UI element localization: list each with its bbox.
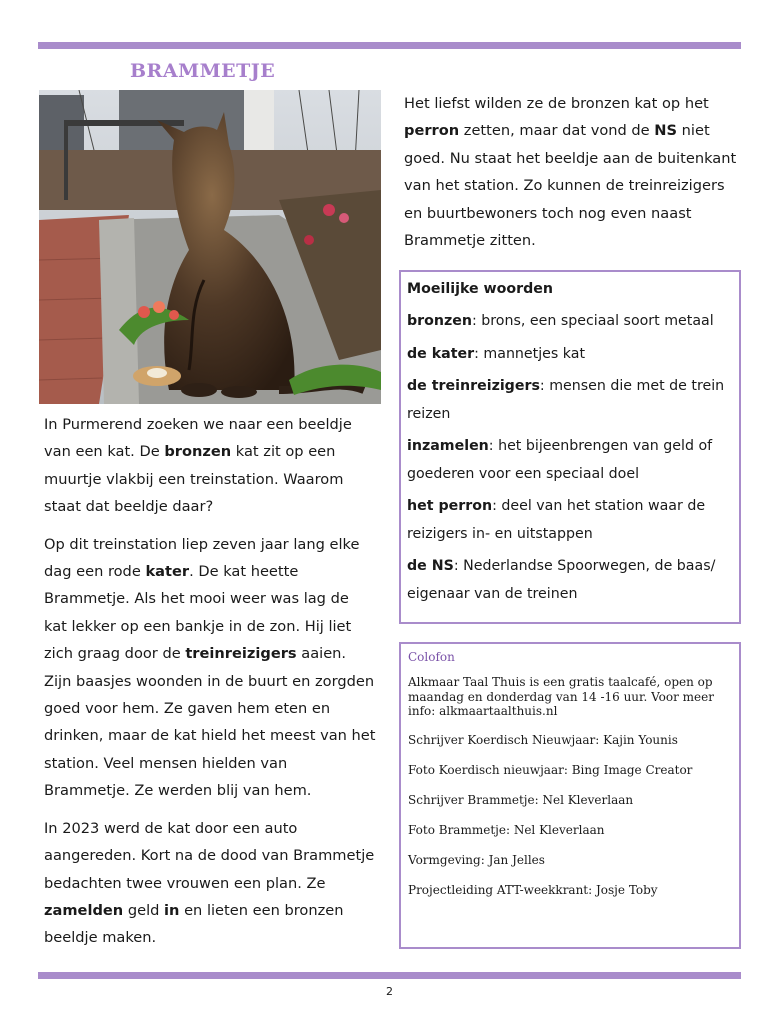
bold-term: perron bbox=[404, 122, 460, 140]
word-term: inzamelen bbox=[407, 438, 489, 454]
text-run: kat zit op een muurtje vlakbij een treinstation. Waarom staat dat beeldje daar? bbox=[44, 443, 344, 516]
bold-term: treinreizigers bbox=[185, 645, 297, 663]
paragraph-4 bbox=[404, 90, 744, 254]
colofon-line: Foto Brammetje: Nel Kleverlaan bbox=[408, 822, 605, 837]
colofon-line: Projectleiding ATT-weekkrant: Josje Toby bbox=[408, 882, 658, 897]
word-term: de NS bbox=[407, 558, 454, 574]
cat-statue-photo bbox=[39, 90, 381, 404]
bold-term: NS bbox=[654, 122, 678, 140]
text-run: Op dit treinstation liep zeven jaar lang elke dag een rode bbox=[44, 535, 360, 581]
paragraph-2 bbox=[44, 531, 376, 805]
word-term: bronzen bbox=[407, 313, 472, 329]
word-definition: : het bijeenbrengen van geld of goederen voor een speciaal doel bbox=[407, 438, 713, 482]
bold-term: zamelden bbox=[44, 901, 124, 919]
word-term: de kater bbox=[407, 345, 475, 362]
text-run: geld bbox=[123, 901, 165, 919]
colofon-line: Vormgeving: Jan Jelles bbox=[408, 852, 545, 867]
left-column bbox=[44, 411, 376, 962]
bold-term: kater bbox=[145, 563, 190, 581]
text-run: aaien. Zijn baasjes woonden in de buurt en zorgden goed voor hem. Ze gaven hem eten en drinken, maar de kat hield het meest van het station. Veel mensen hielden van Brammetje. Ze werden blij van hem. bbox=[44, 645, 376, 800]
difficult-words-list bbox=[407, 308, 733, 608]
colofon-credits bbox=[408, 733, 731, 898]
word-entry bbox=[407, 373, 733, 428]
word-entry bbox=[407, 341, 733, 369]
word-definition: : Nederlandse Spoorwegen, de baas/ eigenaar van de treinen bbox=[407, 558, 716, 602]
text-run: niet goed. Nu staat het beeldje aan de buitenkant van het station. Zo kunnen de treinreizigers en buurtbewoners toch nog even naast Brammetje zitten. bbox=[404, 122, 737, 250]
paragraph-1 bbox=[44, 411, 376, 521]
word-term: de treinreizigers bbox=[407, 378, 540, 394]
text-run: zetten, maar dat vond de bbox=[459, 122, 655, 140]
text-run: . De kat heette Brammetje. Als het mooi weer was lag de kat lekker op een bankje in de zon. Hij liet zich graag door de bbox=[44, 563, 352, 663]
text-run: In Purmerend zoeken we naar een beeldje van een kat. De bbox=[44, 416, 352, 461]
text-run: en lieten een bronzen beeldje maken. bbox=[44, 901, 344, 947]
word-definition: : deel van het station waar de reizigers in- en uitstappen bbox=[407, 498, 706, 542]
word-entry bbox=[407, 308, 733, 336]
word-entry bbox=[407, 493, 733, 548]
article-title: BRAMMETJE bbox=[130, 60, 276, 82]
bold-term: in bbox=[164, 901, 180, 919]
paragraph-3 bbox=[44, 815, 376, 952]
colofon-box bbox=[399, 642, 741, 949]
text-run: In 2023 werd de kat door een auto aangereden. Kort na de dood van Brammetje bedachten twee vrouwen een plan. Ze bbox=[44, 819, 375, 892]
word-definition: : brons, een speciaal soort metaal bbox=[471, 313, 714, 329]
difficult-words-box bbox=[399, 270, 741, 624]
text-run: Het liefst wilden ze de bronzen kat op het bbox=[404, 95, 709, 112]
page-number: 2 bbox=[386, 985, 393, 998]
top-rule bbox=[38, 42, 741, 49]
bottom-rule bbox=[38, 972, 741, 979]
word-definition: : mensen die met de trein reizen bbox=[407, 378, 725, 422]
word-entry bbox=[407, 433, 733, 488]
word-term: het perron bbox=[407, 498, 493, 514]
colofon-line: Foto Koerdisch nieuwjaar: Bing Image Creator bbox=[408, 762, 693, 777]
right-column-text bbox=[404, 90, 744, 254]
colofon-heading: Colofon bbox=[408, 650, 455, 664]
word-entry bbox=[407, 553, 733, 608]
colofon-line: Schrijver Brammetje: Nel Kleverlaan bbox=[408, 792, 634, 807]
colofon-intro: Alkmaar Taal Thuis is een gratis taalcafé, open op maandag en donderdag van 14 -16 uur. Voor meer info: alkmaartaalthuis.nl bbox=[408, 675, 714, 718]
difficult-words-heading: Moeilijke woorden bbox=[407, 281, 554, 297]
colofon-line: Schrijver Koerdisch Nieuwjaar: Kajin Younis bbox=[408, 732, 678, 747]
word-definition: : mannetjes kat bbox=[474, 345, 586, 362]
bold-term: bronzen bbox=[164, 443, 232, 461]
